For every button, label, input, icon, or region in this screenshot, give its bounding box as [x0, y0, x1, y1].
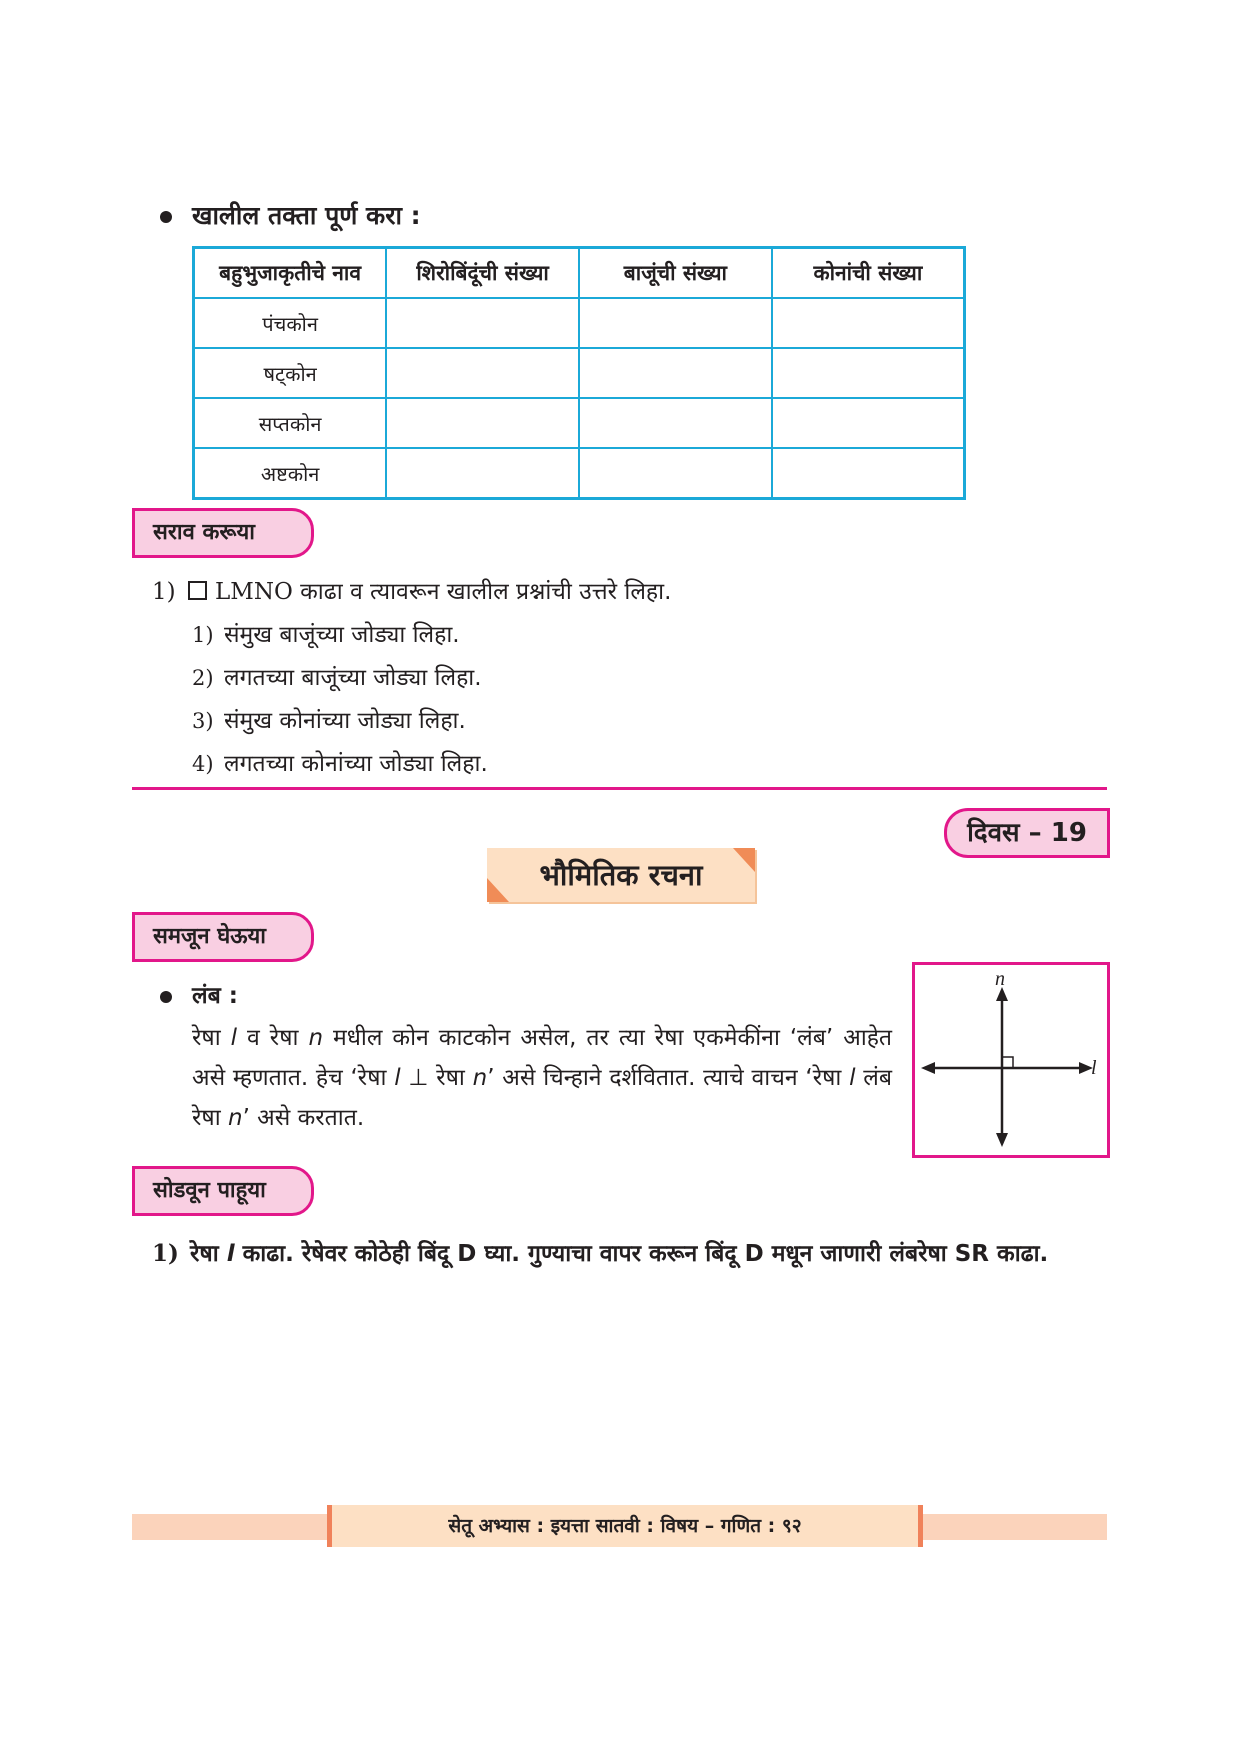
polygon-name: पंचकोन	[194, 298, 387, 348]
blank-cell	[772, 448, 965, 499]
table-instruction: खालील तक्ता पूर्ण करा :	[160, 198, 421, 232]
solve-section-tag: सोडवून पाहूया	[132, 1166, 314, 1216]
table-row	[194, 398, 965, 448]
arrow-left-icon	[921, 1062, 935, 1074]
solve-question: 1) रेषा l काढा. रेषेवर कोठेही बिंदू D घ्या. गुण्याचा वापर करून बिंदू D मधून जाणारी लंबरेषा SR काढा.	[152, 1240, 1049, 1267]
blank-cell	[386, 398, 579, 448]
sub-question: 1) संमुख बाजूंच्या जोड्या लिहा.	[192, 622, 460, 648]
blank-cell	[579, 398, 772, 448]
label-n: n	[995, 968, 1005, 990]
arrow-down-icon	[996, 1133, 1008, 1147]
day-badge: दिवस – 19	[944, 808, 1110, 858]
perpendicular-definition: रेषा l व रेषा n मधील कोन काटकोन असेल, तर त्या रेषा एकमेकींना ‘लंब’ आहेत असे म्हणतात. हेच ‘रेषा l ⊥ रेषा n’ असे चिन्हाने दर्शवितात. त्याचे वाचन ‘रेषा l लंब रेषा n’ असे करतात.	[192, 1025, 893, 1131]
blank-cell	[579, 298, 772, 348]
square-symbol-icon	[188, 581, 207, 600]
table-header-row	[194, 248, 965, 299]
right-angle-mark	[1002, 1057, 1013, 1068]
sub-question: 3) संमुख कोनांच्या जोड्या लिहा.	[192, 708, 466, 734]
blank-cell	[579, 348, 772, 398]
blank-cell	[772, 298, 965, 348]
bullet-icon	[160, 211, 172, 223]
sub-question: 4) लगतच्या कोनांच्या जोड्या लिहा.	[192, 751, 488, 777]
sub-question: 2) लगतच्या बाजूंच्या जोड्या लिहा.	[192, 665, 482, 691]
table-row	[194, 348, 965, 398]
table-row	[194, 298, 965, 348]
page-footer: सेतू अभ्यास : इयत्ता सातवी : विषय – गणित : ९२	[327, 1505, 923, 1547]
blank-cell	[579, 448, 772, 499]
label-l: l	[1091, 1057, 1097, 1079]
polygon-name: अष्टकोन	[194, 448, 387, 499]
practice-question: 1) LMNO काढा व त्यावरून खालील प्रश्नांची उत्तरे लिहा.	[152, 579, 672, 605]
polygon-name: सप्तकोन	[194, 398, 387, 448]
column-header: शिरोबिंदूंची संख्या	[386, 248, 579, 299]
understand-section-tag: समजून घेऊया	[132, 912, 314, 962]
column-header: बाजूंची संख्या	[579, 248, 772, 299]
perpendicular-heading: लंब :	[160, 978, 238, 1010]
practice-section-tag: सराव करूया	[132, 508, 314, 558]
banner-corner-decoration	[487, 878, 509, 902]
section-divider	[132, 787, 1107, 790]
perpendicular-lines-diagram	[915, 965, 1107, 1155]
perpendicular-figure	[912, 962, 1110, 1158]
bullet-icon	[160, 991, 172, 1003]
blank-cell	[772, 398, 965, 448]
polygon-name: षट्कोन	[194, 348, 387, 398]
blank-cell	[386, 448, 579, 499]
polygon-table	[192, 246, 966, 500]
column-header: बहुभुजाकृतीचे नाव	[194, 248, 387, 299]
blank-cell	[772, 348, 965, 398]
banner-corner-decoration	[733, 848, 755, 872]
table-row	[194, 448, 965, 499]
chapter-title: भौमितिक रचना	[487, 848, 755, 902]
blank-cell	[386, 348, 579, 398]
blank-cell	[386, 298, 579, 348]
column-header: कोनांची संख्या	[772, 248, 965, 299]
